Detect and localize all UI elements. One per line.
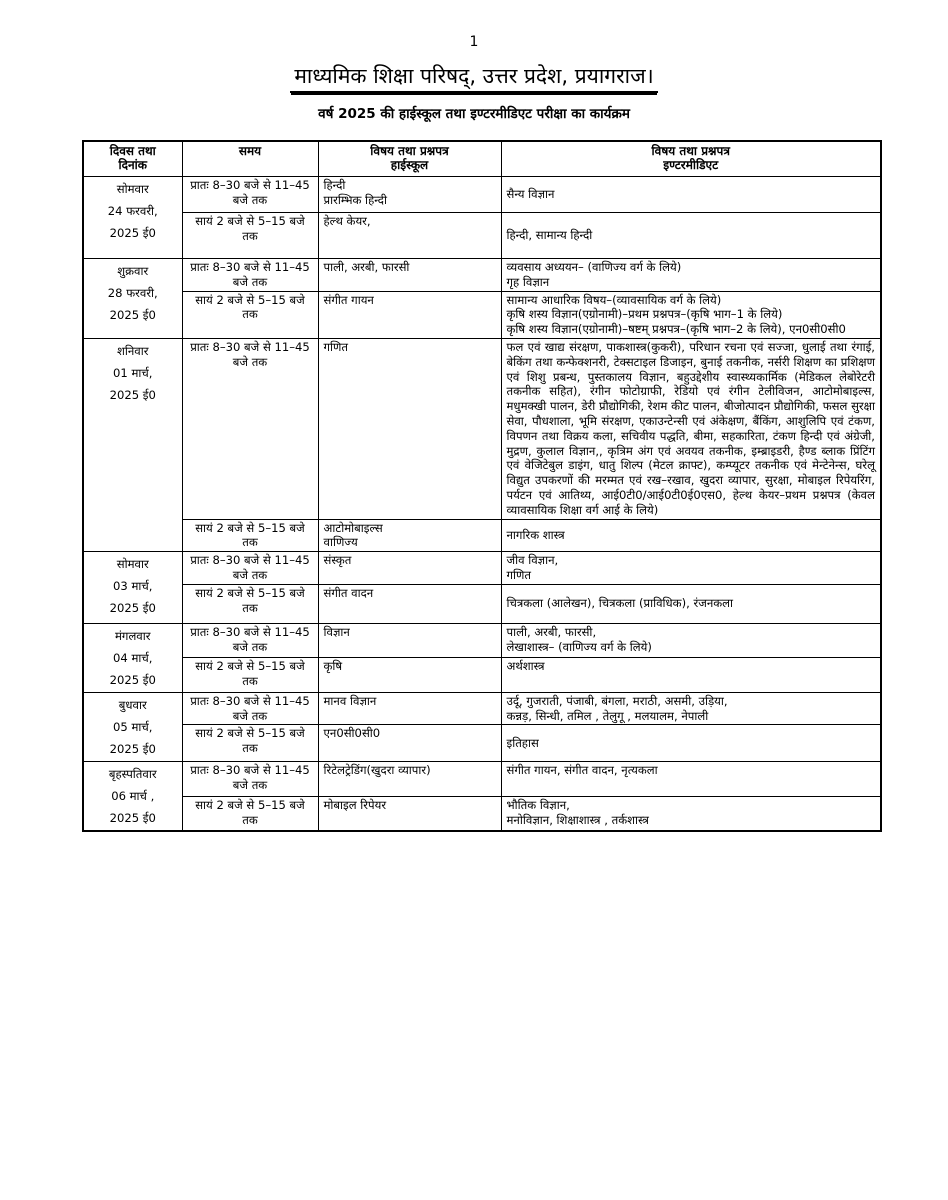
day-year: 2025 ई0 [109,741,156,756]
day-year: 2025 ई0 [109,387,156,402]
day-cell [83,259,182,339]
table-row [83,177,881,213]
highschool-subject: एन0सी0सी0 [318,725,501,762]
day-cell [83,623,182,692]
intermediate-subject: सैन्य विज्ञान [501,177,881,213]
time-cell: प्रातः 8–30 बजे से 11–45 बजे तक [182,552,318,585]
day-name: सोमवार [116,557,149,572]
header-intermediate: विषय तथा प्रश्नपत्र इण्टरमीडिएट [501,141,881,177]
highschool-subject: संगीत गायन [318,291,501,338]
time-cell: प्रातः 8–30 बजे से 11–45 बजे तक [182,177,318,213]
page-title [0,62,948,93]
table-row [83,658,881,693]
intermediate-subject: नागरिक शास्त्र [501,519,881,552]
intermediate-subject: सामान्य आधारिक विषय–(व्यावसायिक वर्ग के लिये) कृषि शस्य विज्ञान(एग्रोनामी)–प्रथम प्रश्नपत्र–(कृषि भाग–1 के लिये) कृषि शस्य विज्ञान(एग्रोनामी)–षष्टम् प्रश्नपत्र–(कृषि भाग–2 के लिये), एन0सी0सी0 [501,291,881,338]
time-cell: प्रातः 8–30 बजे से 11–45 बजे तक [182,338,318,519]
page-number: 1 [469,34,479,50]
table-row [83,338,881,519]
header-day-date: दिवस तथा दिनांक [83,141,182,177]
table-row [83,692,881,725]
day-cell [83,552,182,624]
day-year: 2025 ई0 [109,226,156,240]
intermediate-subject: इतिहास [501,725,881,762]
day-year: 2025 ई0 [109,672,156,687]
day-name: सोमवार [116,182,149,196]
highschool-subject: पाली, अरबी, फारसी [318,259,501,292]
day-date: 28 फरवरी, [107,286,158,300]
intermediate-subject: व्यवसाय अध्ययन– (वाणिज्य वर्ग के लिये) गृह विज्ञान [501,259,881,292]
time-cell: सायं 2 बजे से 5–15 बजे तक [182,519,318,552]
header-time: समय [182,141,318,177]
intermediate-subject: हिन्दी, सामान्य हिन्दी [501,213,881,259]
day-date: 04 मार्च, [113,650,153,665]
intermediate-subject: उर्दू, गुजराती, पंजाबी, बंगला, मराठी, असमी, उड़िया, कन्नड़, सिन्धी, तमिल , तेलुगू , मलयालम, नेपाली [501,692,881,725]
time-cell: सायं 2 बजे से 5–15 बजे तक [182,584,318,623]
time-cell: सायं 2 बजे से 5–15 बजे तक [182,213,318,259]
day-year: 2025 ई0 [109,811,156,826]
exam-schedule-table [82,140,882,832]
table-row [83,725,881,762]
day-name: शुक्रवार [117,264,149,278]
day-date: 01 मार्च, [113,365,153,380]
day-cell [83,762,182,832]
day-name: मंगलवार [114,628,151,643]
table-row [83,762,881,796]
time-cell: सायं 2 बजे से 5–15 बजे तक [182,291,318,338]
highschool-subject: विज्ञान [318,623,501,658]
table-row [83,213,881,259]
time-cell: प्रातः 8–30 बजे से 11–45 बजे तक [182,692,318,725]
header-highschool: विषय तथा प्रश्नपत्र हाईस्कूल [318,141,501,177]
highschool-subject: हेल्थ केयर, [318,213,501,259]
time-cell: सायं 2 बजे से 5–15 बजे तक [182,796,318,831]
intermediate-subject: अर्थशास्त्र [501,658,881,693]
time-cell: प्रातः 8–30 बजे से 11–45 बजे तक [182,259,318,292]
day-cell [83,692,182,762]
table-row [83,584,881,623]
highschool-subject: मोबाइल रिपेयर [318,796,501,831]
title-text: माध्यमिक शिक्षा परिषद्, उत्तर प्रदेश, प्रयागराज। [290,62,657,93]
time-cell: सायं 2 बजे से 5–15 बजे तक [182,658,318,693]
time-cell: प्रातः 8–30 बजे से 11–45 बजे तक [182,762,318,796]
day-year: 2025 ई0 [109,601,156,616]
table-row [83,519,881,552]
highschool-subject: संगीत वादन [318,584,501,623]
table-row [83,552,881,585]
highschool-subject: कृषि [318,658,501,693]
day-date: 05 मार्च, [113,719,153,734]
day-name: शनिवार [116,343,149,358]
day-year: 2025 ई0 [109,308,156,322]
day-name: बृहस्पतिवार [108,767,157,782]
day-name: बुधवार [118,697,147,712]
highschool-subject: आटोमोबाइल्स वाणिज्य [318,519,501,552]
table-row [83,259,881,292]
highschool-subject: रिटेलट्रेडिंग(खुदरा व्यापार) [318,762,501,796]
table-row [83,623,881,658]
highschool-subject: संस्कृत [318,552,501,585]
time-cell: प्रातः 8–30 बजे से 11–45 बजे तक [182,623,318,658]
intermediate-subject: फल एवं खाद्य संरक्षण, पाकशास्त्र(कुकरी), परिधान रचना एवं सज्जा, धुलाई तथा रंगाई, बेकिंग तथा कन्फेक्शनरी, टेक्सटाइल डिजाइन, बुनाई तकनीक, नर्सरी शिक्षण का प्रशिक्षण एवं शिशु प्रबन्ध, पुस्तकालय विज्ञान, बहुउद्देशीय स्वास्थ्यकार्मिक (मेडिकल लेबोरेटरी तकनीक सहित), रंगीन फोटोग्राफी, रेडियो एवं रंगीन टेलीविजन, आटोमोबाइल्स, मधुमक्खी पालन, डेरी प्रौद्योगिकी, रेशम कीट पालन, बीजोत्पादन प्रौद्योगिकी, फसल सुरक्षा सेवा, पौधशाला, भूमि संरक्षण, एकाउन्टेन्सी एवं अंकेक्षण, बैंकिंग, आशुलिपि एवं टंकण, विपणन तथा विक्रय कला, सचिवीय पद्धति, बीमा, सहकारिता, टंकण हिन्दी एवं अंग्रेजी, मुद्रण, कुलाल विज्ञान,, कृत्रिम अंग एवं अवयव तकनीक, इम्ब्राइडरी, हैण्ड ब्लाक प्रिंटिंग एवं वेजिटेबुल डाइंग, धातु शिल्प (मेटल क्राफ्ट), कम्प्यूटर तकनीक एवं मेन्टेनेन्स, घरेलू विद्युत उपकरणों की मरम्मत एवं रख–रखाव, खुदरा व्यापार, सुरक्षा, मोबाइल रिपेयरिंग, पर्यटन एवं आतिथ्य, आई0टी0/आई0टी0ई0एस0, हेल्थ केयर–प्रथम प्रश्नपत्र (केवल व्यावसायिक शिक्षा वर्ग आई के लिये) [501,338,881,519]
day-cell [83,338,182,551]
day-date: 03 मार्च, [113,579,153,594]
highschool-subject: गणित [318,338,501,519]
day-cell [83,177,182,259]
highschool-subject: मानव विज्ञान [318,692,501,725]
intermediate-subject: जीव विज्ञान, गणित [501,552,881,585]
day-date: 06 मार्च , [111,789,155,804]
time-cell: सायं 2 बजे से 5–15 बजे तक [182,725,318,762]
intermediate-subject: पाली, अरबी, फारसी, लेखाशास्त्र– (वाणिज्य वर्ग के लिये) [501,623,881,658]
table-header-row [83,141,881,177]
highschool-subject: हिन्दी प्रारम्भिक हिन्दी [318,177,501,213]
table-row [83,796,881,831]
table-row [83,291,881,338]
day-date: 24 फरवरी, [107,204,158,218]
intermediate-subject: चित्रकला (आलेखन), चित्रकला (प्राविधिक), रंजनकला [501,584,881,623]
intermediate-subject: संगीत गायन, संगीत वादन, नृत्यकला [501,762,881,796]
intermediate-subject: भौतिक विज्ञान, मनोविज्ञान, शिक्षाशास्त्र , तर्कशास्त्र [501,796,881,831]
page-subtitle: वर्ष 2025 की हाईस्कूल तथा इण्टरमीडिएट परीक्षा का कार्यक्रम [318,106,630,122]
